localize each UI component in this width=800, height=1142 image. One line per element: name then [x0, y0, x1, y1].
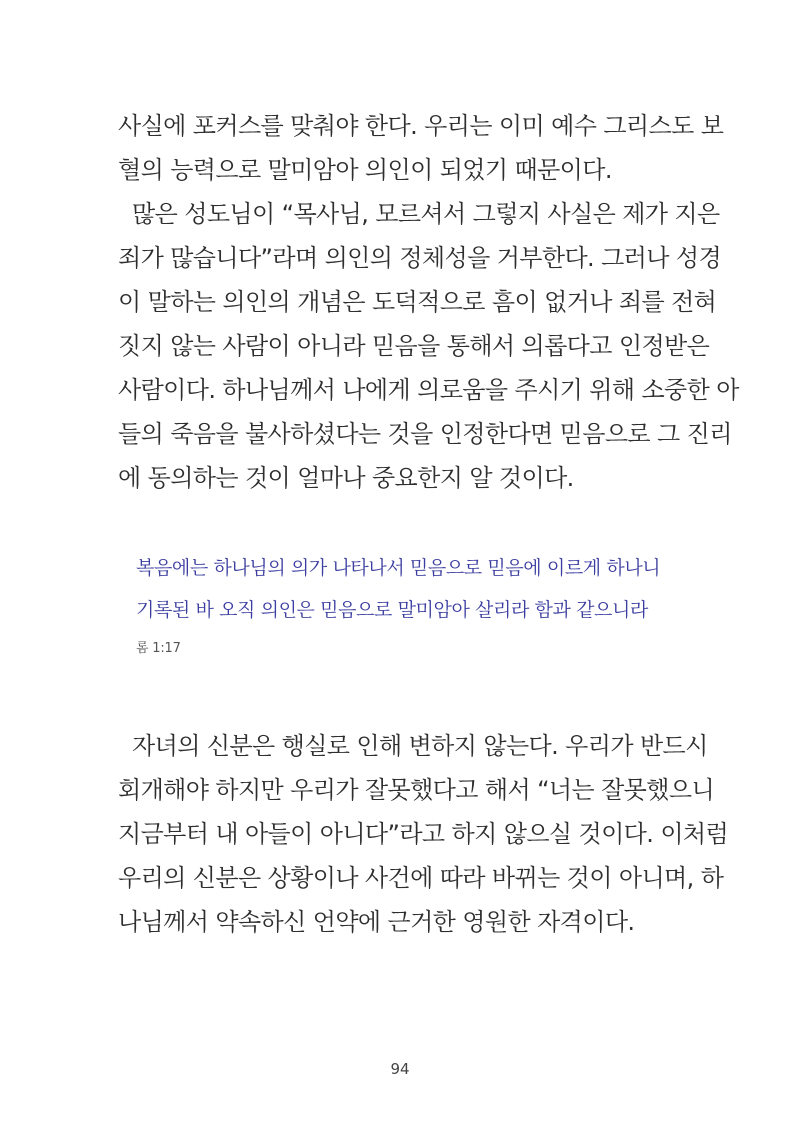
text-line: 나님께서 약속하신 언약에 근거한 영원한 자격이다. [118, 908, 635, 936]
text-line: 사실에 포커스를 맞춰야 한다. 우리는 이미 예수 그리스도 보 [118, 112, 724, 140]
text-line: 들의 죽음을 불사하셨다는 것을 인정한다면 믿음으로 그 진리 [118, 420, 732, 448]
paragraph-1 [118, 104, 724, 192]
text-line: 에 동의하는 것이 얼마나 중요한지 알 것이다. [118, 464, 574, 492]
text-line: 혈의 능력으로 말미암아 의인이 되었기 때문이다. [118, 156, 612, 184]
text-line: 죄가 많습니다”라며 의인의 정체성을 거부한다. 그러나 성경 [118, 244, 722, 272]
text-line: 지금부터 내 아들이 아니다”라고 하지 않으실 것이다. 이처럼 [118, 820, 729, 848]
quote-line: 기록된 바 오직 의인은 믿음으로 말미암아 살리라 함과 같으니라 [136, 599, 648, 621]
text-line: 자녀의 신분은 행실로 인해 변하지 않는다. 우리가 반드시 [118, 732, 708, 760]
text-line: 회개해야 하지만 우리가 잘못했다고 해서 “너는 잘못했으니 [118, 776, 715, 804]
paragraph-2 [118, 192, 739, 500]
paragraph-3 [118, 724, 729, 944]
page-number: 94 [390, 1060, 410, 1078]
scripture-quote [136, 547, 676, 656]
text-line: 많은 성도님이 “목사님, 모르셔서 그렇지 사실은 제가 지은 [118, 200, 720, 228]
quote-reference: 롬 1:17 [136, 641, 181, 656]
text-line: 이 말하는 의인의 개념은 도덕적으로 흠이 없거나 죄를 전혀 [118, 288, 717, 316]
text-line: 사람이다. 하나님께서 나에게 의로움을 주시기 위해 소중한 아 [118, 376, 739, 404]
text-line: 짓지 않는 사람이 아니라 믿음을 통해서 의롭다고 인정받은 [118, 332, 710, 360]
quote-line: 복음에는 하나님의 의가 나타나서 믿음으로 믿음에 이르게 하나니 [136, 557, 661, 579]
text-line: 우리의 신분은 상황이나 사건에 따라 바뀌는 것이 아니며, 하 [118, 864, 724, 892]
